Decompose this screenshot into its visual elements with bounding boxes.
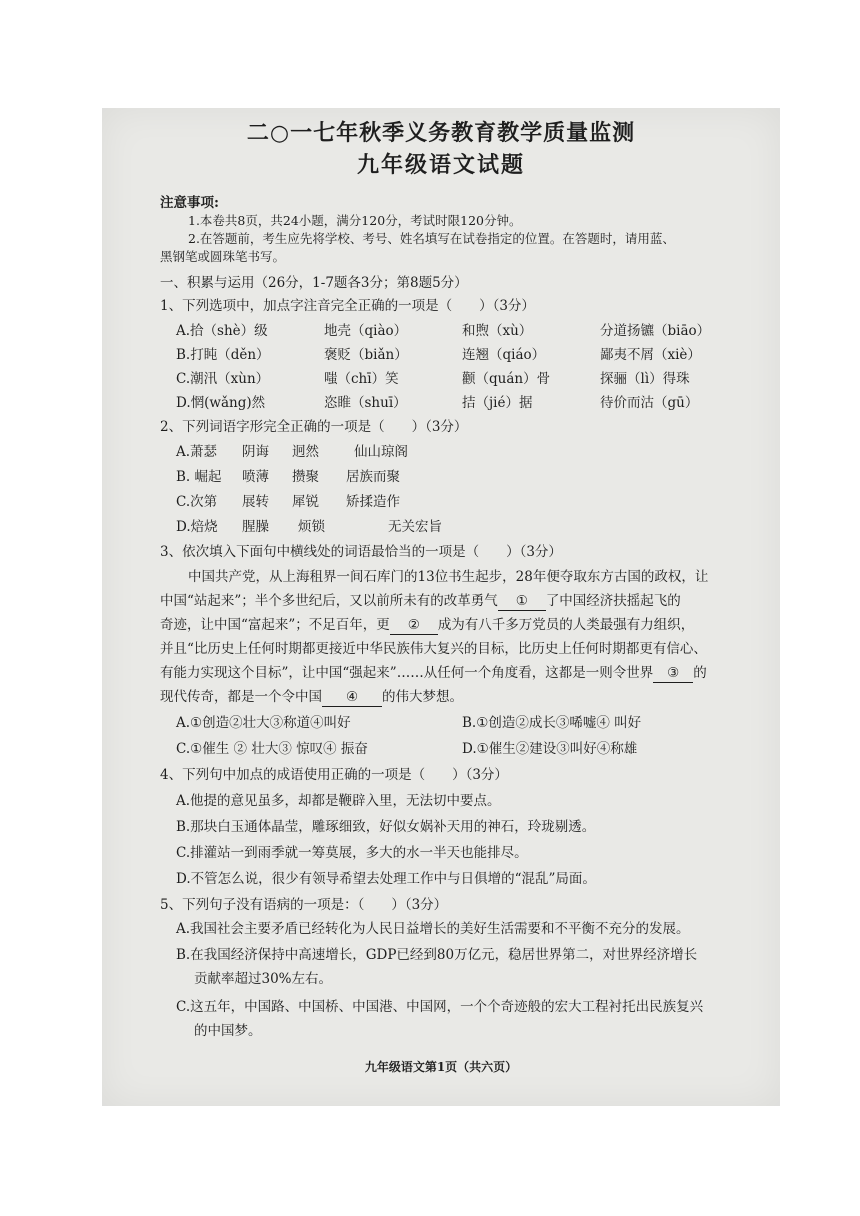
q3-passage-line: 并且“比历史上任何时期都更接近中华民族伟大复兴的目标，比历史上任何时期都更有信心、	[160, 641, 707, 657]
q1-option: D.惘(wǎng)然	[176, 395, 266, 411]
notice-item-1: 1.本卷共8页，共24小题，满分120分，考试时限120分钟。	[188, 213, 522, 228]
q2-option: B. 崛起	[176, 469, 222, 485]
q3-text: 的伟大梦想。	[382, 689, 463, 705]
q3-blank-1: ①	[498, 592, 546, 611]
q4-option-d: D.不管怎么说，很少有领导希望去处理工作中与日俱增的“混乱”局面。	[176, 871, 596, 887]
notice-item-2-line-2: 黑钢笔或圆珠笔书写。	[160, 249, 286, 264]
q2-stem: 2、下列词语字形完全正确的一项是（ ）（3分）	[160, 419, 468, 435]
q2-option: C.次第	[176, 494, 218, 510]
q4-option-b: B.那块白玉通体晶莹，雕琢细致，好似女娲补天用的神石，玲珑剔透。	[176, 819, 596, 835]
q1-option: 探骊（lì）得珠	[600, 371, 690, 387]
q5-stem: 5、下列句子没有语病的一项是：（ ）（3分）	[160, 897, 448, 913]
q3-passage-line	[160, 616, 694, 635]
q5-option-b-line-1: B.在我国经济保持中高速增长，GDP已经到80万亿元，稳居世界第二，对世界经济增长	[176, 947, 698, 963]
q5-option-b-line-2: 贡献率超过30%左右。	[194, 971, 333, 987]
q5-option-c-line-2: 的中国梦。	[194, 1023, 262, 1039]
q3-text: 了中国经济扶摇起飞的	[545, 593, 681, 609]
q2-option: 矫揉造作	[346, 494, 400, 510]
q4-option-a: A.他提的意见虽多，却都是鞭辟入里，无法切中要点。	[176, 793, 501, 809]
q1-option: 嗤（chī）笑	[324, 371, 399, 387]
q4-option-c: C.排灌站一到雨季就一筹莫展，多大的水一半天也能排尽。	[176, 845, 528, 861]
notice-heading: 注意事项:	[160, 195, 219, 211]
q2-option: 攒聚	[292, 469, 319, 485]
q3-passage-line	[160, 592, 681, 611]
q3-blank-4: ④	[322, 688, 382, 707]
q1-option: 拮（jié）据	[462, 395, 533, 411]
q3-stem: 3、依次填入下面句中横线处的词语最恰当的一项是（ ）（3分）	[160, 544, 562, 560]
q1-option: 恣睢（shuī）	[324, 395, 407, 411]
q2-option: D.焙烧	[176, 519, 218, 535]
q1-option: 鄙夷不屑（xiè）	[600, 347, 701, 363]
exam-subtitle: 九年级语文试题	[356, 152, 525, 178]
q1-option: 待价而沽（gū）	[600, 395, 699, 411]
q3-passage-line	[160, 664, 707, 683]
q3-text: 成为有八千多万党员的人类最强有力组织，	[437, 617, 695, 633]
q3-text: 奇迹，让中国“富起来”；不足百年，更	[160, 617, 390, 633]
q1-option: A.拾（shè）级	[176, 323, 268, 339]
q2-option: 展转	[242, 494, 269, 510]
q2-option: 迥然	[292, 444, 319, 460]
q1-option: 分道扬镳（biāo）	[600, 323, 711, 339]
q3-text: 有能力实现这个目标”，让中国“强起来”……从任何一个角度看，这都是一则令世界	[160, 665, 654, 681]
q3-text: 的	[693, 665, 707, 681]
q5-option-a: A.我国社会主要矛盾已经转化为人民日益增长的美好生活需要和不平衡不充分的发展。	[176, 921, 690, 937]
section-1-heading: 一、积累与运用（26分，1-7题各3分；第8题5分）	[160, 275, 468, 291]
q3-option-a: A.①创造②壮大③称道④叫好	[176, 715, 351, 731]
q2-option: 犀锐	[292, 494, 319, 510]
q1-option: 地壳（qiào）	[324, 323, 408, 339]
page-footer: 九年级语文第1页（共六页）	[364, 1060, 518, 1074]
q2-option: 无关宏旨	[388, 519, 442, 535]
q2-option: 阴诲	[242, 444, 269, 460]
q1-option: B.打盹（děn）	[176, 347, 270, 363]
q1-stem: 1、下列选项中，加点字注音完全正确的一项是（ ）（3分）	[160, 298, 535, 314]
q2-option: 烦锁	[298, 519, 325, 535]
q2-option: 喷薄	[242, 469, 269, 485]
q2-option: 仙山琼阁	[354, 444, 408, 460]
q3-text: 现代传奇，都是一个令中国	[160, 689, 322, 705]
q1-option: C.潮汛（xùn）	[176, 371, 270, 387]
notice-item-2-line-1: 2.在答题前，考生应先将学校、考号、姓名填写在试卷指定的位置。在答题时，请用蓝、	[188, 231, 675, 246]
q3-option-d: D.①催生②建设③叫好④称雄	[462, 741, 638, 757]
q3-text: 中国“站起来”；半个多世纪后，又以前所未有的改革勇气	[160, 593, 498, 609]
q3-blank-2: ②	[390, 616, 438, 635]
q4-stem: 4、下列句中加点的成语使用正确的一项是（ ）（3分）	[160, 767, 508, 783]
exam-paper	[102, 108, 780, 1106]
q2-option: A.萧瑟	[176, 444, 218, 460]
q3-blank-3: ③	[653, 664, 693, 683]
q1-option: 和煦（xù）	[462, 323, 533, 339]
q1-option: 连翘（qiáo）	[462, 347, 546, 363]
q1-option: 褒贬（biǎn）	[324, 347, 408, 363]
q2-option: 腥臊	[242, 519, 269, 535]
exam-title: 二○一七年秋季义务教育教学质量监测	[246, 120, 636, 146]
q2-option: 居族而聚	[346, 469, 400, 485]
q3-passage-line	[160, 688, 463, 707]
q3-passage-line: 中国共产党，从上海租界一间石库门的13位书生起步，28年便夺取东方古国的政权，让	[188, 569, 709, 585]
q1-option: 颧（quán）骨	[462, 371, 551, 387]
q5-option-c-line-1: C.这五年，中国路、中国桥、中国港、中国网，一个个奇迹般的宏大工程衬托出民族复兴	[176, 999, 704, 1015]
q3-option-b: B.①创造②成长③唏嘘④ 叫好	[462, 715, 642, 731]
q3-option-c: C.①催生 ② 壮大③ 惊叹④ 振奋	[176, 741, 368, 757]
